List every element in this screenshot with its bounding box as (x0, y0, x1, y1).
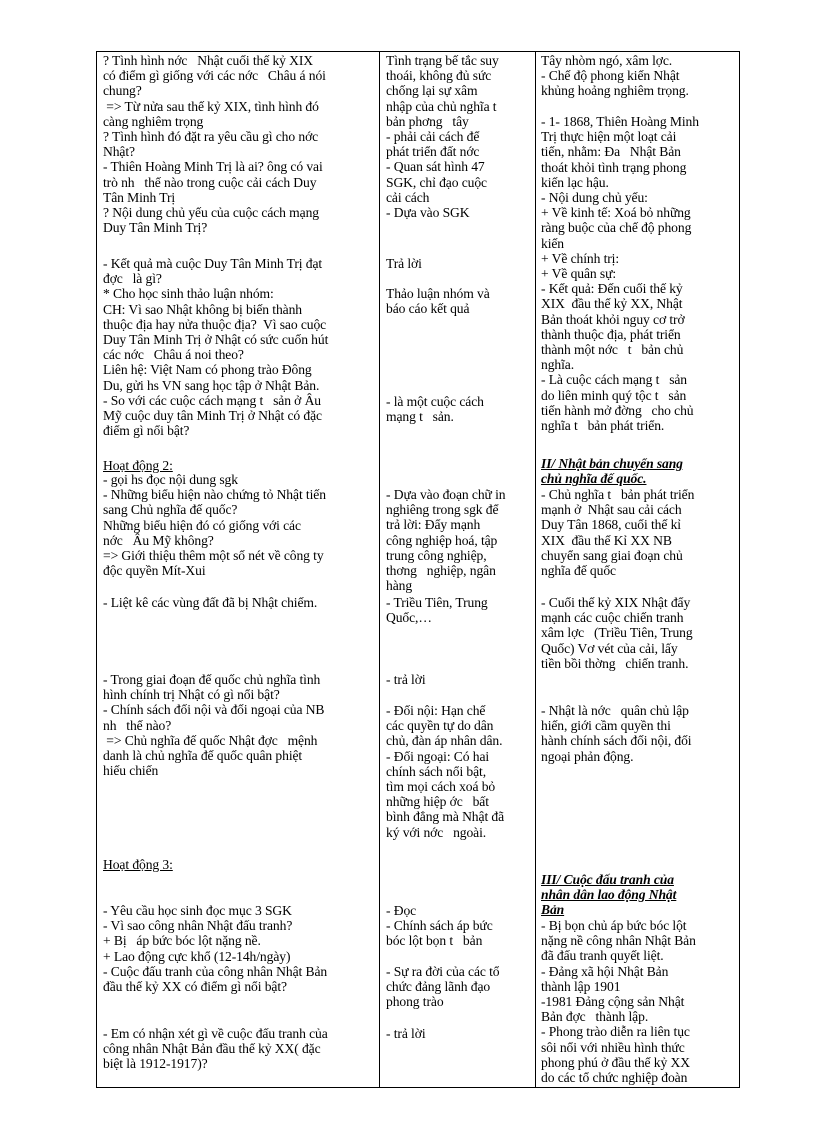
text-line: - Đối nội: Hạn chế (386, 703, 486, 718)
section-heading-line: chủ nghĩa đế quốc. (541, 471, 647, 487)
text-line: độc quyền Mít-Xui (103, 563, 206, 579)
text-line: chính sách nổi bật, (386, 763, 487, 779)
text-line: Duy Tân Minh Trị? (103, 220, 208, 236)
text-line: xâm lợc (Triều Tiên, Trung (541, 625, 693, 641)
text-line: - Chính sách đối nội và đối ngoại của NB (103, 702, 325, 718)
text-line: thành một nớc t bản chủ (541, 342, 684, 357)
text-line: - Nhật là nớc quân chủ lập (541, 703, 689, 718)
text-line: - Chế độ phong kiến Nhật (541, 68, 680, 84)
text-line: nớc Âu Mỹ không? (103, 532, 214, 548)
text-line: - Nội dung chủ yếu: (541, 190, 648, 205)
text-line: Mỹ cuộc duy tân Minh Trị ở Nhật có đặc (103, 408, 322, 423)
text-line: + Về kinh tế: Xoá bỏ những (541, 205, 691, 221)
text-line: hiếu chiến (103, 763, 159, 779)
text-line: + Về chính trị: (541, 250, 620, 266)
text-line: bình đẳng mà Nhật đã (386, 809, 505, 825)
text-line: => Giới thiệu thêm một số nét về công ty (103, 548, 324, 563)
text-line: công nhân Nhật Bản đầu thế kỷ XX( đặc (103, 1041, 321, 1057)
text-line: Trị thực hiện một loạt cải (541, 129, 677, 145)
text-line: chức đảng lãnh đạo (386, 979, 491, 995)
text-line: - phải cải cách để (386, 129, 480, 144)
text-line: Tình trạng bế tắc suy (386, 53, 499, 68)
text-line: thơng nghiệp, ngân (386, 563, 496, 578)
text-line: -1981 Đảng cộng sản Nhật (541, 994, 685, 1009)
text-line: Tân Minh Trị (103, 189, 176, 205)
text-line: - là một cuộc cách (386, 394, 484, 409)
text-line: chủ, đàn áp nhân dân. (386, 733, 503, 749)
text-line: Duy Tân 1868, cuối thế kỉ (541, 517, 681, 533)
text-line: Nhật? (103, 144, 135, 160)
text-line: - Kết quả mà cuộc Duy Tân Minh Trị đạt (103, 256, 323, 271)
text-line: bản phơng tây (386, 113, 469, 129)
text-line: do các tổ chức nghiệp đoàn (541, 1070, 688, 1085)
text-line: hành chính sách đối nội, đối (541, 733, 692, 749)
text-line: hình chính trị Nhật có gì nổi bật? (103, 687, 280, 703)
text-line: phong phú ở đầu thế kỷ XX (541, 1054, 690, 1070)
text-line: SGK, chỉ đạo cuộc (386, 174, 487, 190)
text-line: Duy Tân Minh Trị ở Nhật có sức cuốn hút (103, 332, 329, 347)
text-line: * Cho học sinh thảo luận nhóm: (103, 286, 274, 302)
text-line: chống lại sự xâm (386, 83, 478, 99)
text-line: Hoạt động 2: (103, 458, 173, 473)
text-line: Bản đợc thành lập. (541, 1009, 649, 1025)
text-line: mạnh ở Nhật sau cải cách (541, 502, 682, 518)
text-line: ký với nớc ngoài. (386, 824, 487, 840)
text-line: tiến, nhằm: Đa Nhật Bản (541, 144, 681, 160)
text-line: ràng buộc của chế độ phong (541, 220, 692, 236)
text-line: XIX đầu thế Kỉ XX NB (541, 532, 672, 548)
text-line: chuyển sang giai đoạn chủ (541, 547, 683, 563)
text-line: đầu thế kỷ XX có điểm gì nổi bật? (103, 979, 287, 994)
text-line: - Là cuộc cách mạng t sản (541, 372, 688, 388)
text-line: - Cuối thế kỷ XIX Nhật đẩy (541, 595, 691, 610)
text-line: - trả lời (386, 1026, 426, 1041)
text-line: - Sự ra đời của các tổ (386, 964, 500, 979)
text-line: báo cáo kết quả (386, 301, 470, 317)
text-line: mạnh các cuộc chiến tranh (541, 610, 684, 626)
text-line: các nớc Châu á noi theo? (103, 347, 244, 363)
text-line: mạng t sản. (386, 409, 454, 425)
text-line: - Những biểu hiện nào chứng tỏ Nhật tiến (103, 487, 326, 503)
text-line: - So với các cuộc cách mạng t sản ở Âu (103, 392, 321, 408)
text-line: các quyền tự do dân (386, 718, 494, 734)
text-line: - Yêu cầu học sinh đọc mục 3 SGK (103, 903, 292, 918)
section-heading-line: II/ Nhật bản chuyển sang (541, 456, 683, 471)
text-line: - Trong giai đoạn đế quốc chủ nghĩa tình (103, 672, 321, 687)
text-line: - Phong trào diễn ra liên tục (541, 1024, 690, 1040)
text-line: - Thiên Hoàng Minh Trị là ai? ông có vai (103, 159, 323, 175)
text-line: nghiêng trong sgk để (386, 502, 499, 518)
text-line: ? Tình hình nớc Nhật cuối thế kỷ XIX (103, 53, 314, 68)
text-line: nặng nề công nhân Nhật Bản (541, 933, 696, 949)
text-line: chung? (103, 83, 142, 99)
text-line: + Về quân sự: (541, 266, 617, 281)
text-line: - Bị bọn chủ áp bức bóc lột (541, 918, 687, 933)
text-line: CH: Vì sao Nhật không bị biến thành (103, 301, 303, 317)
text-line: thuộc địa hay nửa thuộc địa? Vì sao cuộc (103, 316, 327, 332)
text-line: => Chủ nghĩa đế quốc Nhật đợc mệnh (103, 732, 318, 748)
text-line: - Liệt kê các vùng đất đã bị Nhật chiếm. (103, 595, 318, 610)
text-line: - Cuộc đấu tranh của công nhân Nhật Bản (103, 963, 328, 979)
text-line: nhập của chủ nghĩa t (386, 98, 497, 114)
text-line: nghĩa. (541, 357, 574, 373)
text-line: càng nghiêm trọng (103, 113, 204, 129)
text-line: ? Tình hình đó đặt ra yêu cầu gì cho nớc (103, 129, 319, 144)
text-line: tiền bồi thờng chiến tranh. (541, 655, 689, 671)
text-line: ngoại phản động. (541, 748, 634, 764)
text-line: trả lời: Đẩy mạnh (386, 517, 481, 533)
section-heading-line: III/ Cuộc đấu tranh của (541, 872, 674, 887)
text-line: Bản thoát khỏi nguy cơ trở (541, 311, 685, 327)
text-line: biệt là 1912-1917)? (103, 1056, 208, 1072)
text-line: Những biểu hiện đó có giống với các (103, 517, 301, 533)
text-line: công nghiệp hoá, tập (386, 532, 498, 548)
text-line: Liên hệ: Việt Nam có phong trào Đông (103, 362, 312, 378)
text-line: đợc là gì? (103, 271, 162, 287)
text-line: - Chủ nghĩa t bản phát triển (541, 487, 695, 502)
text-line: - Kết quả: Đến cuối thế kỷ (541, 281, 683, 297)
text-line: + Lao động cực khổ (12-14h/ngày) (103, 948, 291, 964)
text-line: - 1- 1868, Thiên Hoàng Minh (541, 114, 699, 129)
text-line: - Em có nhận xét gì về cuộc đấu tranh của (103, 1026, 328, 1041)
text-line: nghĩa đế quốc (541, 563, 616, 578)
text-line: phong trào (386, 994, 444, 1010)
text-line: phát triển đất nớc (386, 144, 480, 160)
text-line: trò nh thế nào trong cuộc cải cách Duy (103, 174, 317, 190)
text-line: có điểm gì giống với các nớc Châu á nói (103, 68, 326, 84)
text-line: cải cách (386, 189, 430, 205)
text-line: thành lập 1901 (541, 978, 621, 994)
text-line: Du, gửi hs VN sang học tập ở Nhật Bản. (103, 377, 320, 393)
text-line: Quốc) Vơ vét của cải, lấy (541, 640, 678, 656)
lesson-table (96, 51, 740, 1088)
text-line: bóc lột bọn t bản (386, 933, 483, 949)
text-line: những hiệp ớc bất (386, 794, 489, 810)
text-line: - Đảng xã hội Nhật Bản (541, 963, 669, 979)
text-line: hiến, giới cầm quyền thi (541, 718, 671, 734)
text-line: hàng (386, 578, 413, 594)
text-line: Tây nhòm ngó, xâm lợc. (541, 53, 673, 68)
text-line: + Bị áp bức bóc lột nặng nề. (103, 933, 261, 949)
text-line: - Đối ngoại: Có hai (386, 748, 490, 764)
text-line: kiến lạc hậu. (541, 174, 609, 190)
text-line: nh thế nào? (103, 717, 172, 733)
text-line: - trả lời (386, 672, 426, 687)
text-line: khủng hoảng nghiêm trọng. (541, 83, 689, 99)
text-line: Trả lời (386, 256, 422, 271)
text-line: - Quan sát hình 47 (386, 159, 485, 175)
text-line: sang Chủ nghĩa đế quốc? (103, 502, 238, 518)
text-line: trung công nghiệp, (386, 547, 487, 563)
text-line: - Đọc (386, 903, 417, 918)
teacher-activity-column (97, 52, 380, 1087)
text-line: thoát khỏi tình trạng phong (541, 159, 687, 175)
text-line: Quốc,… (386, 610, 432, 626)
text-line: - Triều Tiên, Trung (386, 595, 488, 610)
text-line: tìm mọi cách xoá bỏ (386, 779, 496, 794)
text-line: điểm gì nổi bật? (103, 423, 190, 439)
text-line: - Dựa vào SGK (386, 205, 470, 220)
text-line: đã đấu tranh quyết liệt. (541, 948, 664, 964)
text-line: XIX đầu thế kỷ XX, Nhật (541, 296, 683, 312)
text-line: danh là chủ nghĩa đế quốc quân phiệt (103, 748, 303, 763)
text-line: nghĩa t bản phát triển. (541, 418, 665, 433)
content-column (536, 52, 739, 1087)
text-line: do liên minh quý tộc t sản (541, 387, 687, 403)
text-line: Hoạt động 3: (103, 857, 173, 872)
text-line: Thảo luận nhóm và (386, 286, 490, 301)
text-line: - gọi hs đọc nội dung sgk (103, 472, 238, 487)
text-line: - Vì sao công nhân Nhật đấu tranh? (103, 918, 293, 934)
section-heading-line: nhân dân lao động Nhật (541, 887, 677, 903)
text-line: thành thuộc địa, phát triển (541, 326, 681, 342)
text-line: kiến (541, 235, 565, 251)
text-line: thoái, không đủ sức (386, 68, 492, 84)
student-activity-column (380, 52, 536, 1087)
text-line: - Chính sách áp bức (386, 918, 493, 934)
text-line: tiến hành mở đờng cho chủ (541, 402, 694, 418)
section-heading-line: Bản (541, 902, 565, 918)
text-line: - Dựa vào đoạn chữ in (386, 487, 506, 502)
text-line: ? Nội dung chủ yếu của cuộc cách mạng (103, 205, 319, 220)
text-line: sôi nổi với nhiều hình thức (541, 1039, 685, 1055)
text-line: => Từ nửa sau thế kỷ XIX, tình hình đó (103, 98, 319, 114)
